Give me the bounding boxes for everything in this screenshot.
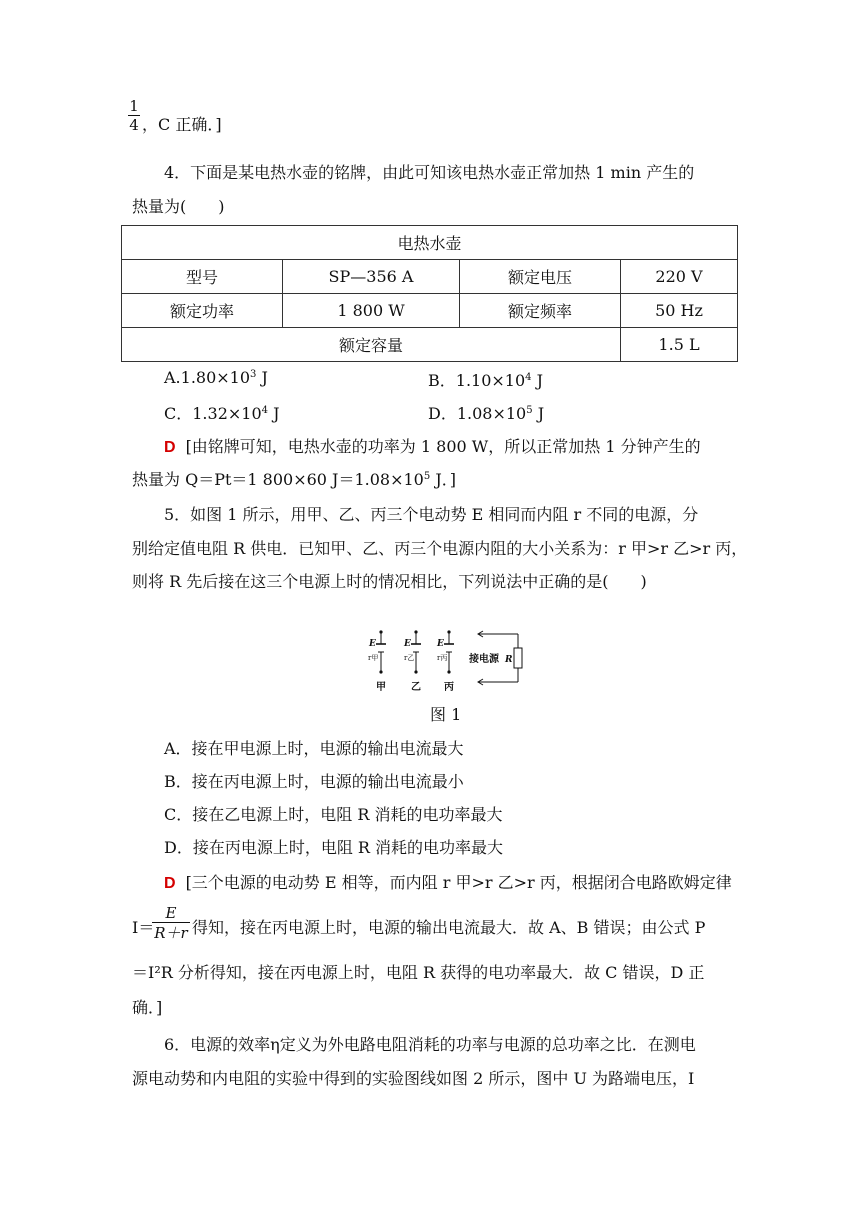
prev-answer-tail: ，C 正确．] [142,115,222,134]
q5-stem-line3: 则将 R 先后接在这三个电源上时的情况相比，下列说法中正确的是( ) [132,572,647,591]
q4-option-d: D．$1.08\times 10^5$ J [428,404,545,423]
fraction-quarter [128,97,140,135]
resistance-label: r丙 [437,654,448,662]
q5-explanation-line3: ＝I²R 分析得知，接在丙电源上时，电阻 R 获得的电功率最大．故 C 错误，D 正 [132,963,705,982]
figure-caption: 图 1 [430,705,462,724]
source-label: 乙 [411,682,421,693]
table-title: 电热水壶 [122,226,738,260]
q4-stem-line1: 4．下面是某电热水壶的铭牌，由此可知该电热水壶正常加热 1 min 产生的 [164,163,695,182]
q4-stem-line2: 热量为( ) [132,197,225,216]
resistance-label: r乙 [404,654,415,662]
table-cell: SP—356 A [283,260,460,294]
q5-option-d: D．接在丙电源上时，电阻 R 消耗的电功率最大 [164,838,504,857]
current-fraction [152,904,190,943]
table-cell: 220 V [621,260,738,294]
table-cell: 50 Hz [621,294,738,328]
q5-option-c: C．接在乙电源上时，电阻 R 消耗的电功率最大 [164,805,503,824]
q6-stem-line2: 源电动势和内电阻的实验中得到的实验图线如图 2 所示，图中 U 为路端电压，I [132,1069,695,1088]
source-label: 甲 [376,682,386,693]
q4-explanation-line1: D [由铭牌可知，电热水壶的功率为 1 800 W，所以正常加热 1 分钟产生的 [164,437,701,456]
q5-explanation-line4: 确．] [132,998,163,1017]
circuit-figure [366,624,526,694]
table-cell: 额定频率 [460,294,621,328]
fraction-denominator: R＋r [152,922,190,943]
q5-explanation-line1: D [三个电源的电动势 E 相等，而内阻 r 甲>r 乙>r 丙，根据闭合电路欧姆定律 [164,873,732,892]
q4-explanation-line2: 热量为 Q＝Pt＝1 800×60 $J=1.08\times 10^5$ J．] [132,470,456,489]
fraction-denominator: 4 [129,116,139,134]
nameplate-table [121,225,738,362]
resistance-label: r甲 [368,654,379,662]
table-cell: 额定容量 [122,328,621,362]
answer-letter: D [164,875,176,892]
source-label: 丙 [444,682,454,693]
table-cell: 额定电压 [460,260,621,294]
q5-formula-lhs: I＝ [132,918,155,937]
table-cell: 1.5 L [621,328,738,362]
emf-label: E [404,639,411,649]
q5-option-b: B．接在丙电源上时，电源的输出电流最小 [164,772,464,791]
emf-label: E [437,639,444,649]
q4-option-b: B．$1.10\times 10^4$ J [428,371,544,390]
q4-option-c: C．$1.32\times 10^4$ J [164,404,280,423]
answer-letter: D [164,439,176,456]
fraction-numerator: 1 [129,97,139,115]
emf-label: E [369,639,376,649]
connect-label: 接电源 [469,654,499,665]
q5-explanation-line2: 得知，接在丙电源上时，电源的输出电流最大．故 A、B 错误；由公式 P [192,918,706,937]
q6-stem-line1: 6．电源的效率η定义为外电路电阻消耗的功率与电源的总功率之比．在测电 [164,1035,696,1054]
table-cell: 额定功率 [122,294,283,328]
resistor-label: R [505,655,513,665]
q5-option-a: A．接在甲电源上时，电源的输出电流最大 [164,739,464,758]
q4-option-a: $A.1.80\times 10^3$ J [164,368,268,387]
q5-stem-line1: 5．如图 1 所示，用甲、乙、丙三个电动势 E 相同而内阻 r 不同的电源，分 [164,505,699,524]
table-cell: 型号 [122,260,283,294]
table-cell: 1 800 W [283,294,460,328]
q5-stem-line2: 别给定值电阻 R 供电．已知甲、乙、丙三个电源内阻的大小关系为：r 甲>r 乙>r 丙， [132,539,748,558]
fraction-numerator: E [165,904,177,922]
